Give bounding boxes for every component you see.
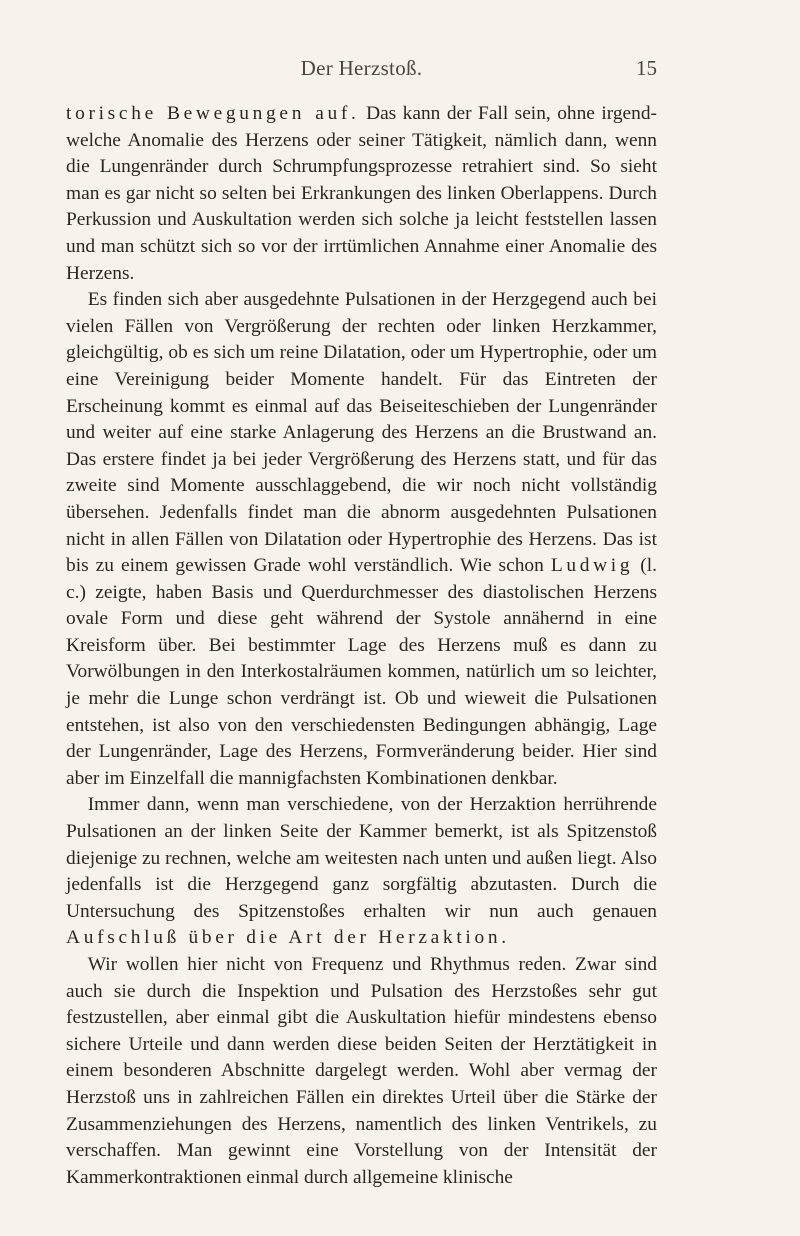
paragraph	[66, 101, 657, 287]
text-run: Das kann der Fall sein, ohne irgendwelche Anomalie des Herzens oder seiner Tätigkeit, nämlich dann, wenn die Lungenränder durch Schrumpfungsprozesse retrahiert sind. So sieht man es gar nicht so selten bei Erkrankungen des linken Oberlappens. Durch Perkussion und Auskultation werden sich solche ja leicht feststellen lassen und man schützt sich so vor der irrtümlichen Annahme einer Anomalie des Herzens.	[66, 103, 657, 284]
body-text	[66, 101, 657, 1191]
text-run: Es finden sich aber ausgedehnte Pulsationen in der Herzgegend auch bei vielen Fällen von Vergrößerung der rechten oder linken Herzkammer, gleichgültig, ob es sich um reine Dilatation, oder um Hypertrophie, oder um eine Vereinigung beider Momente handelt. Für das Eintreten der Erscheinung kommt es einmal auf das Beiseiteschieben der Lungenränder und weiter auf eine starke Anlagerung des Herzens an die Brustwand an. Das erstere findet ja bei jeder Vergrößerung des Herzens statt, und für das zweite sind Momente ausschlaggebend, die wir noch nicht vollständig übersehen. Jedenfalls findet man die abnorm ausgedehnten Pulsationen nicht in allen Fällen von Dilatation oder Hypertrophie des Herzens. Das ist bis zu einem gewissen Grade wohl verständlich. Wie schon	[66, 289, 657, 577]
emphasized-text: Ludwig	[550, 555, 634, 577]
text-run: Immer dann, wenn man verschiedene, von der Herzaktion herrührende Pulsationen an der linken Seite der Kammer bemerkt, ist als Spitzenstoß diejenige zu rechnen, welche am weitesten nach unten und außen liegt. Also jedenfalls ist die Herzgegend ganz sorgfältig abzutasten. Durch die Untersuchung des Spitzenstoßes erhalten wir nun auch genauen	[66, 794, 657, 922]
emphasized-text: Aufschluß über die Art der Herzaktion.	[66, 927, 510, 949]
paragraph	[66, 287, 657, 792]
text-run: (l. c.) zeigte, haben Basis und Querdurchmesser des diastolischen Herzens ovale Form und diese geht während der Systole annähernd in eine Kreisform über. Bei bestimmter Lage des Herzens muß es dann zu Vorwölbungen in den Interkostalräumen kommen, natürlich um so leichter, je mehr die Lunge schon verdrängt ist. Ob und wieweit die Pulsationen entstehen, ist also von den verschiedensten Bedingungen abhängig, Lage der Lungenränder, Lage des Herzens, Formveränderung beider. Hier sind aber im Einzelfall die mannigfachsten Kombinationen denkbar.	[66, 555, 657, 789]
paragraph	[66, 952, 657, 1191]
text-run: Wir wollen hier nicht von Frequenz und Rhythmus reden. Zwar sind auch sie durch die Inspektion und Pulsation des Herzstoßes sehr gut festzustellen, aber einmal gibt die Auskultation hiefür mindestens ebenso sichere Urteile und dann werden diese beiden Seiten der Herztätigkeit in einem besonderen Abschnitte dargelegt werden. Wohl aber vermag der Herzstoß uns in zahlreichen Fällen ein direktes Urteil über die Stärke der Zusammenziehungen des Herzens, namentlich des linken Ventrikels, zu verschaffen. Man gewinnt eine Vorstellung von der Intensität der Kammerkontraktionen einmal durch allgemeine klinische	[66, 954, 657, 1188]
running-head	[66, 56, 657, 86]
running-title: Der Herzstoß.	[300, 56, 423, 80]
paragraph	[66, 792, 657, 952]
emphasized-text: torische Bewegungen auf.	[66, 103, 360, 124]
page-number: 15	[636, 56, 657, 80]
